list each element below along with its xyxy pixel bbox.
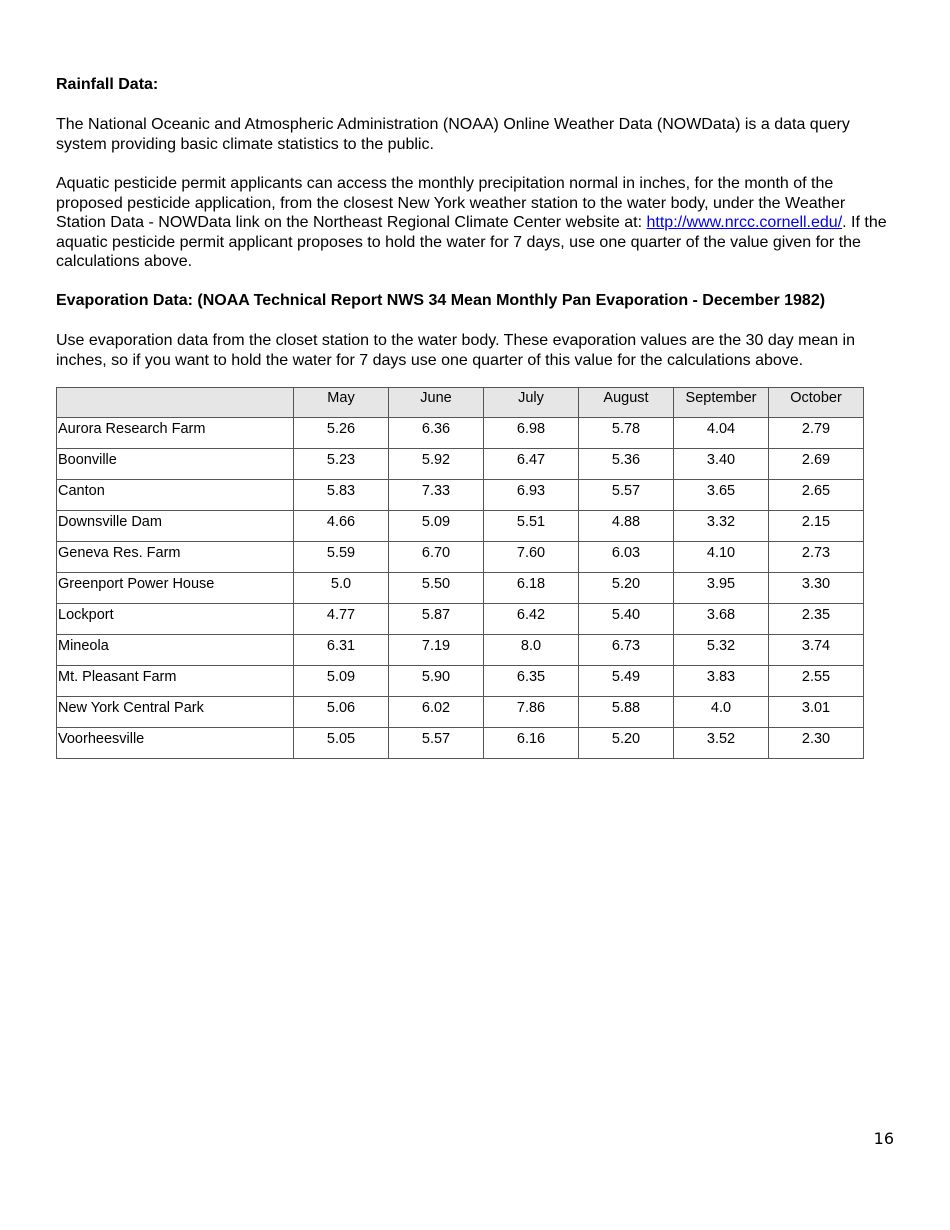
evaporation-value-cell: 3.95: [674, 573, 769, 604]
header-month: September: [674, 388, 769, 418]
evaporation-value-cell: 6.18: [484, 573, 579, 604]
evaporation-value-cell: 6.73: [579, 635, 674, 666]
evaporation-value-cell: 5.50: [389, 573, 484, 604]
station-name-cell: Voorheesville: [57, 728, 294, 759]
evaporation-heading: Evaporation Data: (NOAA Technical Report NWS 34 Mean Monthly Pan Evaporation - December 1982): [56, 292, 826, 309]
evaporation-value-cell: 3.65: [674, 480, 769, 511]
evaporation-value-cell: 3.83: [674, 666, 769, 697]
station-name-cell: Aurora Research Farm: [57, 418, 294, 449]
table-row: [57, 542, 864, 573]
evaporation-table-body: [57, 418, 864, 759]
evaporation-value-cell: 2.35: [769, 604, 864, 635]
station-name-cell: Mt. Pleasant Farm: [57, 666, 294, 697]
evaporation-value-cell: 5.92: [389, 449, 484, 480]
evaporation-value-cell: 7.33: [389, 480, 484, 511]
station-name-cell: Downsville Dam: [57, 511, 294, 542]
evaporation-value-cell: 5.57: [579, 480, 674, 511]
rainfall-paragraph-2-rest: . If the aquatic pesticide permit applicant proposes to hold the water for 7 days, use one quarter of the value given for the calculations above.: [56, 214, 887, 270]
evaporation-value-cell: 5.23: [294, 449, 389, 480]
evaporation-value-cell: 6.35: [484, 666, 579, 697]
evaporation-paragraph: Use evaporation data from the closet station to the water body. These evaporation values are the 30 day mean in inches, so if you want to hold the water for 7 days use one quarter of this value for the calculations above.: [56, 332, 855, 369]
evaporation-value-cell: 5.40: [579, 604, 674, 635]
evaporation-value-cell: 5.51: [484, 511, 579, 542]
station-name-cell: Lockport: [57, 604, 294, 635]
evaporation-value-cell: 5.59: [294, 542, 389, 573]
rainfall-paragraph-2-intro: Aquatic pesticide permit applicants can access the monthly precipitation normal in inches, for the month of the proposed pesticide application, from the closest New York weather station to the water body, under the Weather Station Data - NOWData link on the Northeast Regional Climate Center website at:: [56, 175, 846, 231]
evaporation-value-cell: 5.83: [294, 480, 389, 511]
evaporation-value-cell: 2.69: [769, 449, 864, 480]
page-number: 16: [873, 1129, 894, 1148]
table-row: [57, 418, 864, 449]
evaporation-value-cell: 5.09: [294, 666, 389, 697]
evaporation-value-cell: 4.0: [674, 697, 769, 728]
nrcc-website-link[interactable]: http://www.nrcc.cornell.edu/: [646, 214, 843, 231]
station-name-cell: Mineola: [57, 635, 294, 666]
evaporation-value-cell: 6.47: [484, 449, 579, 480]
station-name-cell: New York Central Park: [57, 697, 294, 728]
header-month: August: [579, 388, 674, 418]
evaporation-value-cell: 5.26: [294, 418, 389, 449]
evaporation-value-cell: 5.09: [389, 511, 484, 542]
table-row: [57, 697, 864, 728]
evaporation-value-cell: 5.57: [389, 728, 484, 759]
evaporation-value-cell: 5.20: [579, 728, 674, 759]
evaporation-value-cell: 6.93: [484, 480, 579, 511]
evaporation-value-cell: 6.42: [484, 604, 579, 635]
evaporation-value-cell: 5.90: [389, 666, 484, 697]
evaporation-value-cell: 2.15: [769, 511, 864, 542]
evaporation-value-cell: 3.40: [674, 449, 769, 480]
rainfall-paragraph-2: [56, 174, 898, 272]
evaporation-value-cell: 3.68: [674, 604, 769, 635]
evaporation-value-cell: 2.79: [769, 418, 864, 449]
header-month: July: [484, 388, 579, 418]
table-row: [57, 666, 864, 697]
header-month: May: [294, 388, 389, 418]
evaporation-value-cell: 5.78: [579, 418, 674, 449]
rainfall-paragraph-1: The National Oceanic and Atmospheric Administration (NOAA) Online Weather Data (NOWData) is a data query system providing basic climate statistics to the public.: [56, 116, 850, 153]
evaporation-value-cell: 4.77: [294, 604, 389, 635]
evaporation-value-cell: 2.73: [769, 542, 864, 573]
evaporation-value-cell: 5.0: [294, 573, 389, 604]
evaporation-value-cell: 3.32: [674, 511, 769, 542]
table-row: [57, 635, 864, 666]
station-name-cell: Canton: [57, 480, 294, 511]
evaporation-value-cell: 5.32: [674, 635, 769, 666]
table-row: [57, 728, 864, 759]
table-header-row: [57, 388, 864, 418]
evaporation-value-cell: 2.30: [769, 728, 864, 759]
evaporation-value-cell: 6.02: [389, 697, 484, 728]
evaporation-value-cell: 3.30: [769, 573, 864, 604]
evaporation-value-cell: 5.49: [579, 666, 674, 697]
evaporation-value-cell: 4.04: [674, 418, 769, 449]
header-corner-cell: [57, 388, 294, 418]
evaporation-value-cell: 6.03: [579, 542, 674, 573]
evaporation-value-cell: 5.88: [579, 697, 674, 728]
rainfall-heading: Rainfall Data:: [56, 76, 159, 93]
evaporation-value-cell: 6.36: [389, 418, 484, 449]
evaporation-value-cell: 7.19: [389, 635, 484, 666]
evaporation-value-cell: 6.31: [294, 635, 389, 666]
evaporation-value-cell: 5.36: [579, 449, 674, 480]
evaporation-value-cell: 7.86: [484, 697, 579, 728]
evaporation-value-cell: 6.16: [484, 728, 579, 759]
evaporation-value-cell: 4.88: [579, 511, 674, 542]
evaporation-value-cell: 4.10: [674, 542, 769, 573]
evaporation-value-cell: 7.60: [484, 542, 579, 573]
station-name-cell: Geneva Res. Farm: [57, 542, 294, 573]
evaporation-value-cell: 2.65: [769, 480, 864, 511]
evaporation-value-cell: 3.01: [769, 697, 864, 728]
evaporation-value-cell: 5.87: [389, 604, 484, 635]
table-row: [57, 449, 864, 480]
header-month: October: [769, 388, 864, 418]
evaporation-value-cell: 5.05: [294, 728, 389, 759]
station-name-cell: Greenport Power House: [57, 573, 294, 604]
evaporation-value-cell: 6.70: [389, 542, 484, 573]
table-row: [57, 480, 864, 511]
evaporation-value-cell: 8.0: [484, 635, 579, 666]
table-row: [57, 511, 864, 542]
station-name-cell: Boonville: [57, 449, 294, 480]
evaporation-value-cell: 5.06: [294, 697, 389, 728]
header-month: June: [389, 388, 484, 418]
evaporation-value-cell: 2.55: [769, 666, 864, 697]
evaporation-value-cell: 3.74: [769, 635, 864, 666]
table-row: [57, 573, 864, 604]
table-row: [57, 604, 864, 635]
evaporation-value-cell: 3.52: [674, 728, 769, 759]
evaporation-value-cell: 5.20: [579, 573, 674, 604]
evaporation-value-cell: 4.66: [294, 511, 389, 542]
evaporation-table: [56, 387, 864, 759]
evaporation-value-cell: 6.98: [484, 418, 579, 449]
